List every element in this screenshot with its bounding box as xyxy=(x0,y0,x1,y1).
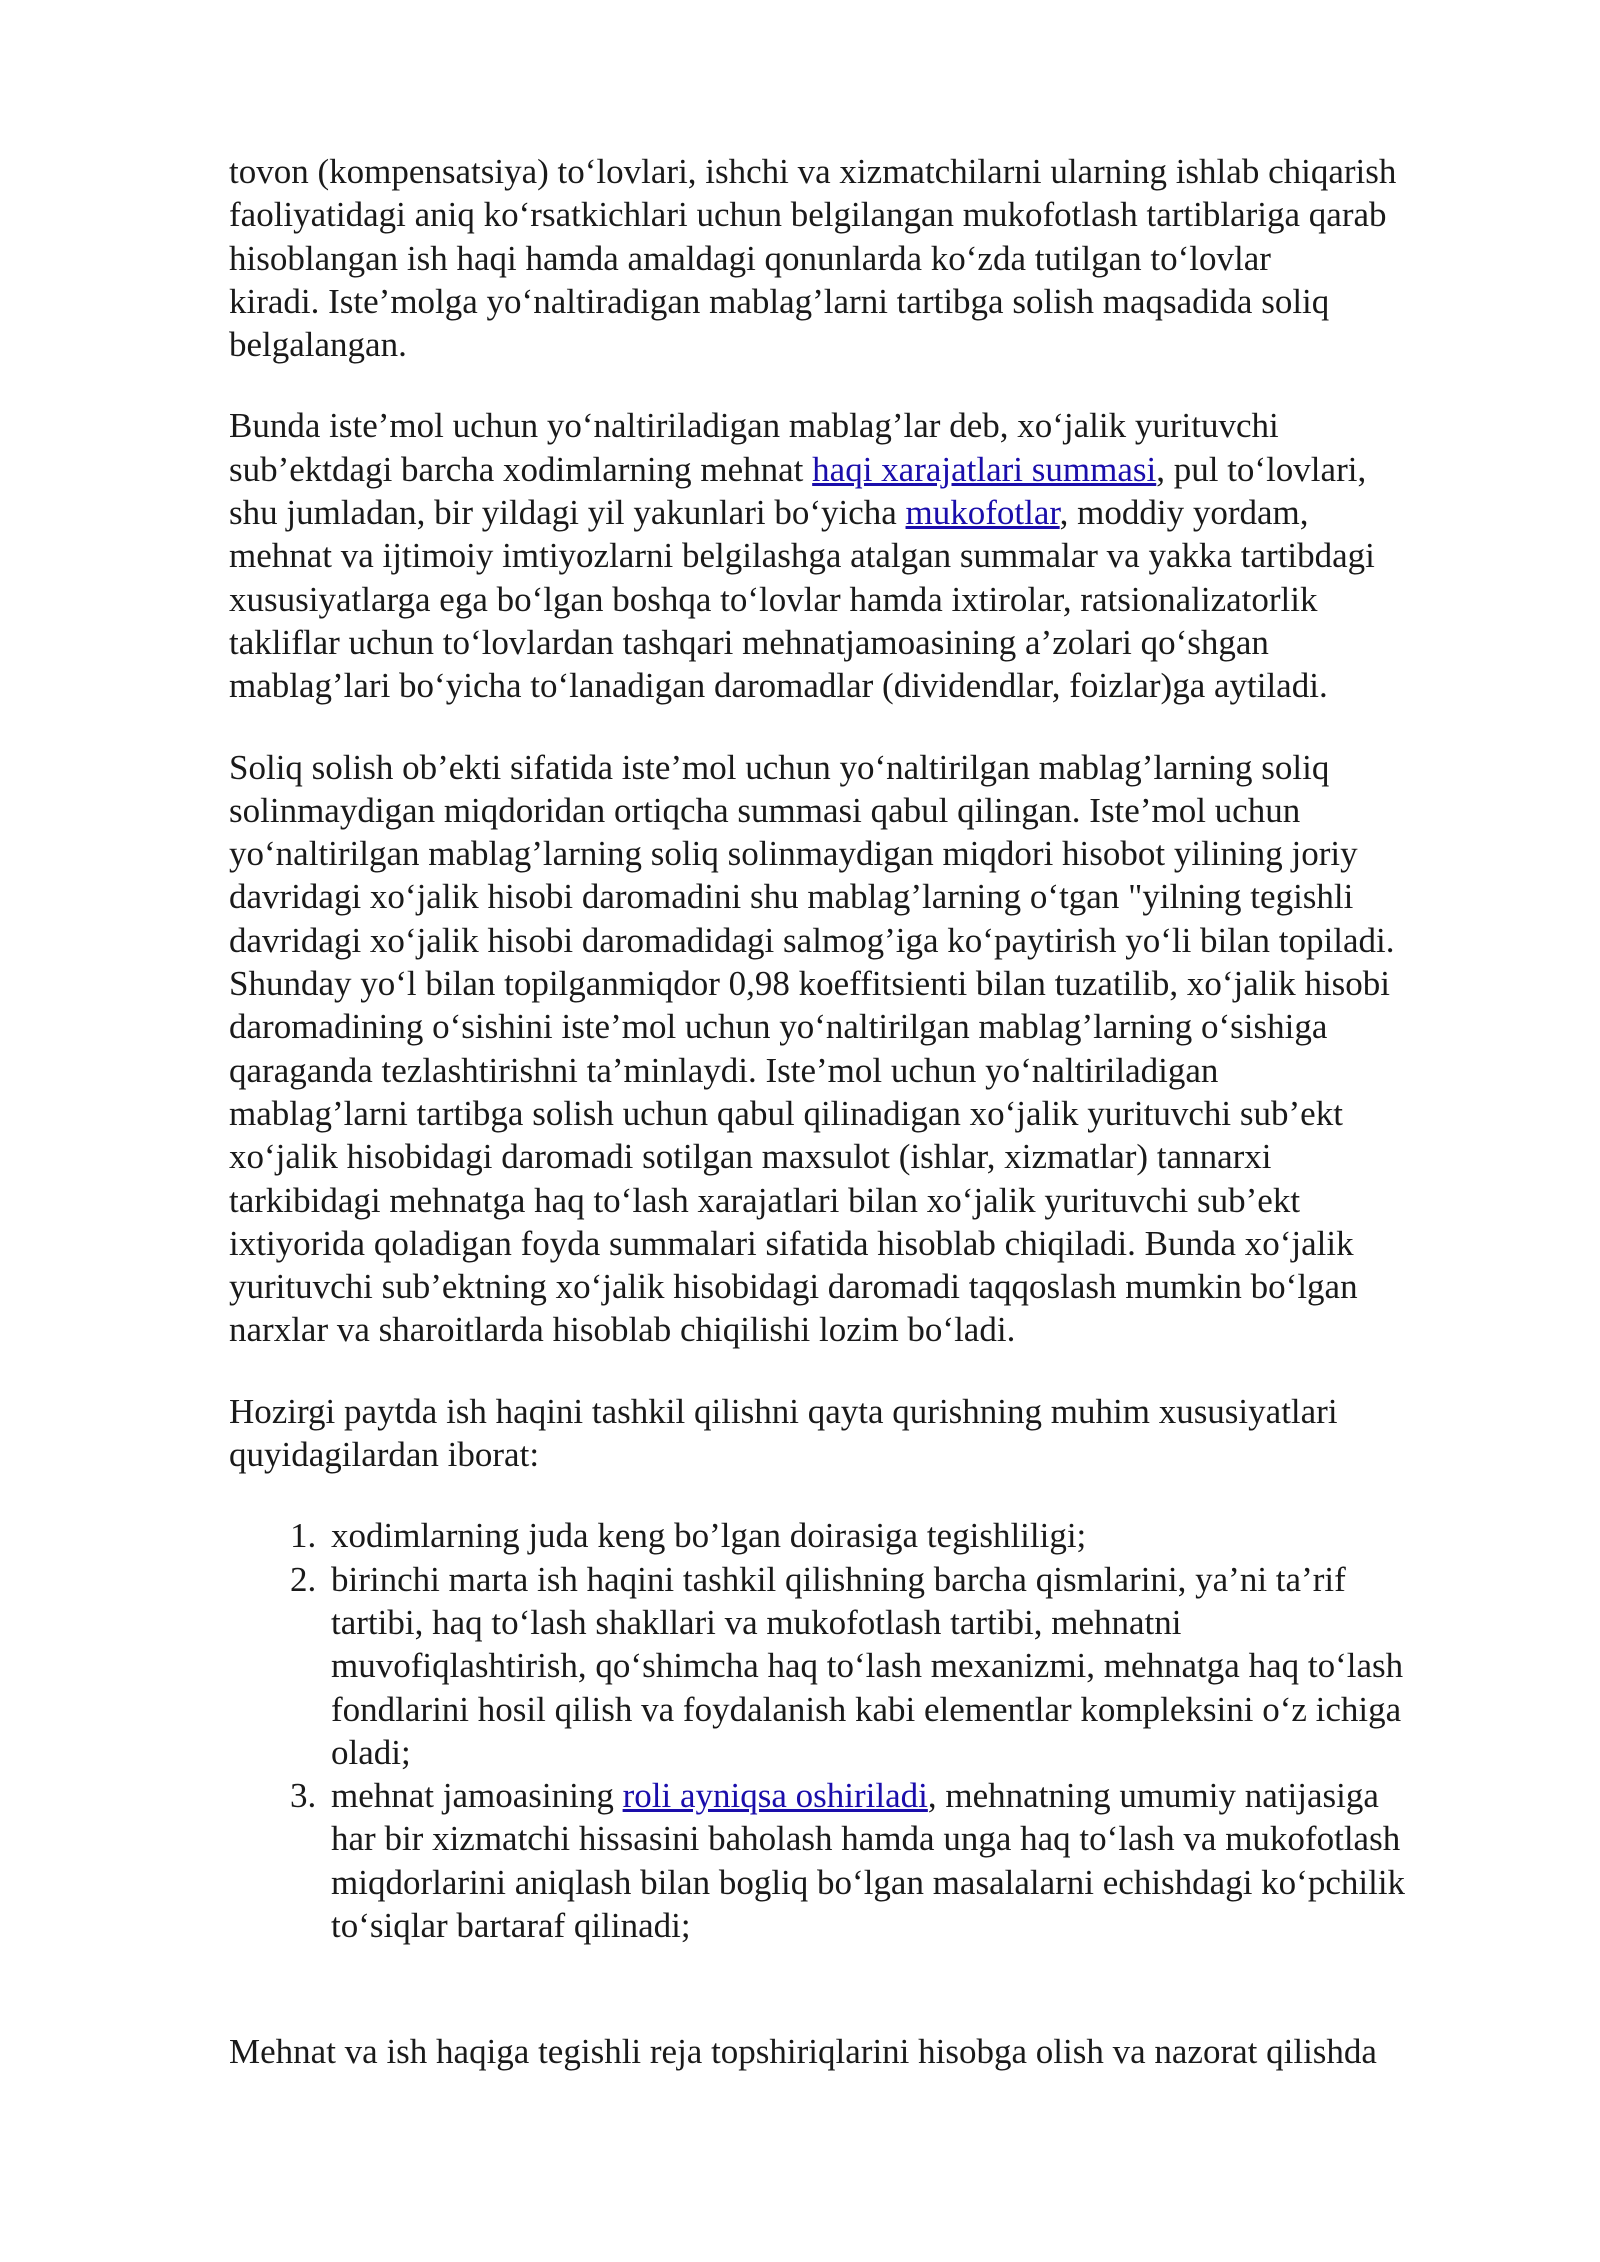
text-line: muvofiqlashtirish, qo‘shimcha haq to‘lash mexanizmi, mehnatga haq to‘lash xyxy=(331,1646,1404,1686)
text-line: to‘siqlar bartaraf qilinadi; xyxy=(331,1905,691,1945)
text-line: solinmaydigan miqdoridan ortiqcha summasi qabul qilingan. Iste’mol uchun xyxy=(229,790,1301,830)
text-line: miqdorlarini aniqlash bilan bogliq bo‘lgan masalalarni echishdagi ko‘pchilik xyxy=(331,1862,1406,1902)
list-item xyxy=(325,1558,1499,1774)
text-line: tartibi, haq to‘lash shakllari va mukofotlash tartibi, mehnatni xyxy=(331,1602,1182,1642)
text-line: davridagi xo‘jalik hisobi daromadini shu mablag’larning o‘tgan "yilning tegishli xyxy=(229,877,1354,917)
text-line: qaraganda tezlashtirishni ta’minlaydi. Iste’mol uchun yo‘naltiriladigan xyxy=(229,1050,1219,1090)
text-line: yurituvchi sub’ektning xo‘jalik hisobidagi daromadi taqqoslash mumkin bo‘lgan xyxy=(229,1267,1358,1307)
text-line: quyidagilardan iborat: xyxy=(229,1435,540,1475)
link-haqi-xarajatlari-summasi[interactable]: haqi xarajatlari summasi xyxy=(812,449,1157,489)
text-line: narxlar va sharoitlarda hisoblab chiqilishi lozim bo‘ladi. xyxy=(229,1310,1016,1350)
text-line: fondlarini hosil qilish va foydalanish kabi elementlar kompleksini o‘z ichiga xyxy=(331,1689,1402,1729)
list-item xyxy=(325,1774,1499,1947)
text-line: mehnat va ijtimoiy imtiyozlarni belgilashga atalgan summalar va yakka tartibdagi xyxy=(229,536,1375,576)
text-line: tovon (kompensatsiya) to‘lovlari, ishchi va xizmatchilarni ularning ishlab chiqarish xyxy=(229,152,1397,191)
text-line: xo‘jalik hisobidagi daromadi sotilgan maxsulot (ishlar, xizmatlar) tannarxi xyxy=(229,1137,1272,1177)
text-line: xususiyatlarga ega bo‘lgan boshqa to‘lovlar hamda ixtirolar, ratsionalizatorlik xyxy=(229,579,1318,619)
text-line: takliflar uchun to‘lovlardan tashqari mehnatjamoasining a’zolari qo‘shgan xyxy=(229,622,1269,662)
text-line: har bir xizmatchi hissasini baholash hamda unga haq to‘lash va mukofotlash xyxy=(331,1819,1401,1859)
text-line: xodimlarning juda keng bo’lgan doirasiga tegishliligi; xyxy=(331,1516,1087,1556)
text-line: faoliyatidagi aniq ko‘rsatkichlari uchun belgilangan mukofotlash tartiblariga qarab xyxy=(229,195,1387,235)
paragraph-3 xyxy=(229,746,1499,1352)
list-item xyxy=(325,1514,1499,1557)
text-segment: shu jumladan, bir yildagi yil yakunlari bo‘yicha xyxy=(229,493,906,533)
text-line: Hozirgi paytda ish haqini tashkil qilishni qayta qurishning muhim xususiyatlari xyxy=(229,1391,1338,1431)
text-line: belgalangan. xyxy=(229,325,407,365)
text-line: birinchi marta ish haqini tashkil qilishning barcha qismlarini, ya’ni ta’rif xyxy=(331,1559,1346,1599)
numbered-list xyxy=(229,1514,1499,1947)
text-line: hisoblangan ish haqi hamda amaldagi qonunlarda ko‘zda tutilgan to‘lovlar xyxy=(229,238,1271,278)
paragraph-1 xyxy=(229,150,1499,366)
text-line: davridagi xo‘jalik hisobi daromadidagi salmog’iga ko‘paytirish yo‘li bilan topiladi. xyxy=(229,920,1395,960)
text-line: ixtiyorida qoladigan foyda summalari sifatida hisoblab chiqiladi. Bunda xo‘jalik xyxy=(229,1223,1354,1263)
text-line: yo‘naltirilgan mablag’larning soliq solinmaydigan miqdori hisobot yilining joriy xyxy=(229,834,1358,874)
text-segment: , mehnatning umumiy natijasiga xyxy=(927,1776,1379,1816)
text-line: mablag’lari bo‘yicha to‘lanadigan daromadlar (dividendlar, foizlar)ga aytiladi. xyxy=(229,666,1328,706)
paragraph-4 xyxy=(229,1390,1499,1477)
text-segment: , pul to‘lovlari, xyxy=(1156,449,1367,489)
document-page xyxy=(229,150,1499,2074)
text-segment: sub’ektdagi barcha xodimlarning mehnat xyxy=(229,449,813,489)
text-line: Soliq solish ob’ekti sifatida iste’mol uchun yo‘naltirilgan mablag’larning soliq xyxy=(229,747,1330,787)
text-line: Bunda iste’mol uchun yo‘naltiriladigan mablag’lar deb, xo‘jalik yurituvchi xyxy=(229,406,1279,446)
text-segment: mehnat jamoasining xyxy=(331,1776,623,1816)
link-mukofotlar[interactable]: mukofotlar xyxy=(905,493,1060,533)
paragraph-5 xyxy=(229,2030,1499,2073)
text-line: oladi; xyxy=(331,1732,411,1772)
text-line: Mehnat va ish haqiga tegishli reja topshiriqlarini hisobga olish va nazorat qilishda xyxy=(229,2032,1377,2072)
text-line: tarkibidagi mehnatga haq to‘lash xarajatlari bilan xo‘jalik yurituvchi sub’ekt xyxy=(229,1180,1301,1220)
text-line: mablag’larni tartibga solish uchun qabul qilinadigan xo‘jalik yurituvchi sub’ekt xyxy=(229,1093,1343,1133)
text-line: daromadining o‘sishini iste’mol uchun yo‘naltirilgan mablag’larning o‘sishiga xyxy=(229,1007,1328,1047)
link-roli-ayniqsa-oshiriladi[interactable]: roli ayniqsa oshiriladi xyxy=(622,1776,928,1816)
text-segment: , moddiy yordam, xyxy=(1059,493,1309,533)
text-line: kiradi. Iste’molga yo‘naltiradigan mablag’larni tartibga solish maqsadida soliq xyxy=(229,281,1330,321)
paragraph-2 xyxy=(229,404,1499,707)
text-line: Shunday yo‘l bilan topilganmiqdor 0,98 koeffitsienti bilan tuzatilib, xo‘jalik hisobi xyxy=(229,964,1391,1004)
